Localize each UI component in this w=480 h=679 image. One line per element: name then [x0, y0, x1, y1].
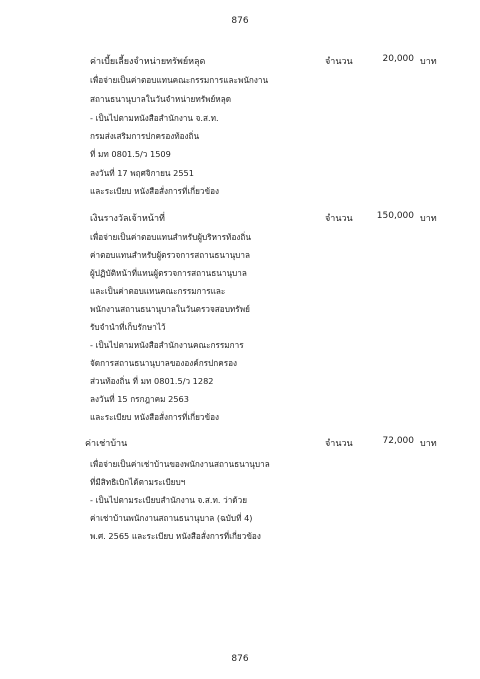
description-line: ลงวันที่ 17 พฤศจิกายน 2551 [90, 168, 194, 178]
amount-value: 150,000 [376, 211, 414, 221]
budget-item-title: ค่าเบี้ยเลี้ยงจำหน่ายทรัพย์หลุด [90, 57, 206, 67]
amount-unit: บาท [420, 214, 437, 224]
budget-item-header [0, 211, 480, 225]
description-line: และระเบียบ หนังสือสั่งการที่เกี่ยวข้อง [90, 412, 219, 422]
description-line: - เป็นไปตามหนังสือสำนักงาน จ.ส.ท. [90, 113, 219, 123]
description-line: เพื่อจ่ายเป็นค่าตอบแทนสำหรับผู้บริหารท้องถิ่น [90, 232, 251, 242]
description-line: จัดการสถานธนานุบาลขององค์กรปกครอง [90, 358, 238, 368]
amount-label: จำนวน [325, 214, 353, 224]
budget-item-title: ค่าเช่าบ้าน [85, 439, 128, 449]
description-line: - เป็นไปตามระเบียบสำนักงาน จ.ส.ท. ว่าด้วย [90, 495, 248, 505]
description-line: กรมส่งเสริมการปกครองท้องถิ่น [90, 131, 200, 141]
page-number-top: 876 [231, 16, 249, 26]
budget-item-1 [0, 54, 480, 196]
budget-item-header [0, 54, 480, 68]
amount-label: จำนวน [325, 439, 353, 449]
description-line: พนักงานสถานธนานุบาลในวันตรวจสอบทรัพย์ [90, 304, 250, 314]
description-line: ที่มีสิทธิเบิกได้ตามระเบียบฯ [90, 477, 186, 487]
description-line: สถานธนานุบาลในวันจำหน่ายทรัพย์หลุด [90, 94, 232, 104]
budget-item-header [0, 436, 480, 450]
amount-label: จำนวน [325, 57, 353, 67]
amount-value: 20,000 [382, 54, 414, 64]
description-line: ส่วนท้องถิ่น ที่ มท 0801.5/ว 1282 [90, 376, 214, 386]
description-line: ค่าตอบแทนสำหรับผู้ตรวจการสถานธนานุบาล [90, 250, 250, 260]
budget-item-2 [0, 211, 480, 422]
description-line: ค่าเช่าบ้านพนักงานสถานธนานุบาล (ฉบับที่ 4) [90, 513, 253, 523]
page-number-bottom: 876 [231, 654, 249, 664]
budget-item-title: เงินรางวัลเจ้าหน้าที่ [90, 214, 165, 224]
description-line: ลงวันที่ 15 กรกฎาคม 2563 [90, 394, 189, 404]
description-line: พ.ศ. 2565 และระเบียบ หนังสือสั่งการที่เกี่ยวข้อง [90, 531, 261, 541]
description-line: เพื่อจ่ายเป็นค่าตอบแทนคณะกรรมการและพนักงาน [90, 75, 269, 85]
amount-unit: บาท [420, 439, 437, 449]
budget-item-3 [0, 436, 480, 541]
description-line: รับจำนำที่เก็บรักษาไว้ [90, 322, 166, 332]
description-line: ที่ มท 0801.5/ว 1509 [90, 149, 171, 159]
amount-value: 72,000 [382, 436, 414, 446]
description-line: และระเบียบ หนังสือสั่งการที่เกี่ยวข้อง [90, 186, 219, 196]
description-line: - เป็นไปตามหนังสือสำนักงานคณะกรรมการ [90, 340, 244, 350]
description-line: เพื่อจ่ายเป็นค่าเช่าบ้านของพนักงานสถานธนานุบาล [90, 459, 270, 469]
description-line: และเป็นค่าตอบแทนคณะกรรมการและ [90, 286, 226, 296]
description-line: ผู้ปฏิบัติหน้าที่แทนผู้ตรวจการสถานธนานุบาล [90, 268, 247, 278]
amount-unit: บาท [420, 57, 437, 67]
